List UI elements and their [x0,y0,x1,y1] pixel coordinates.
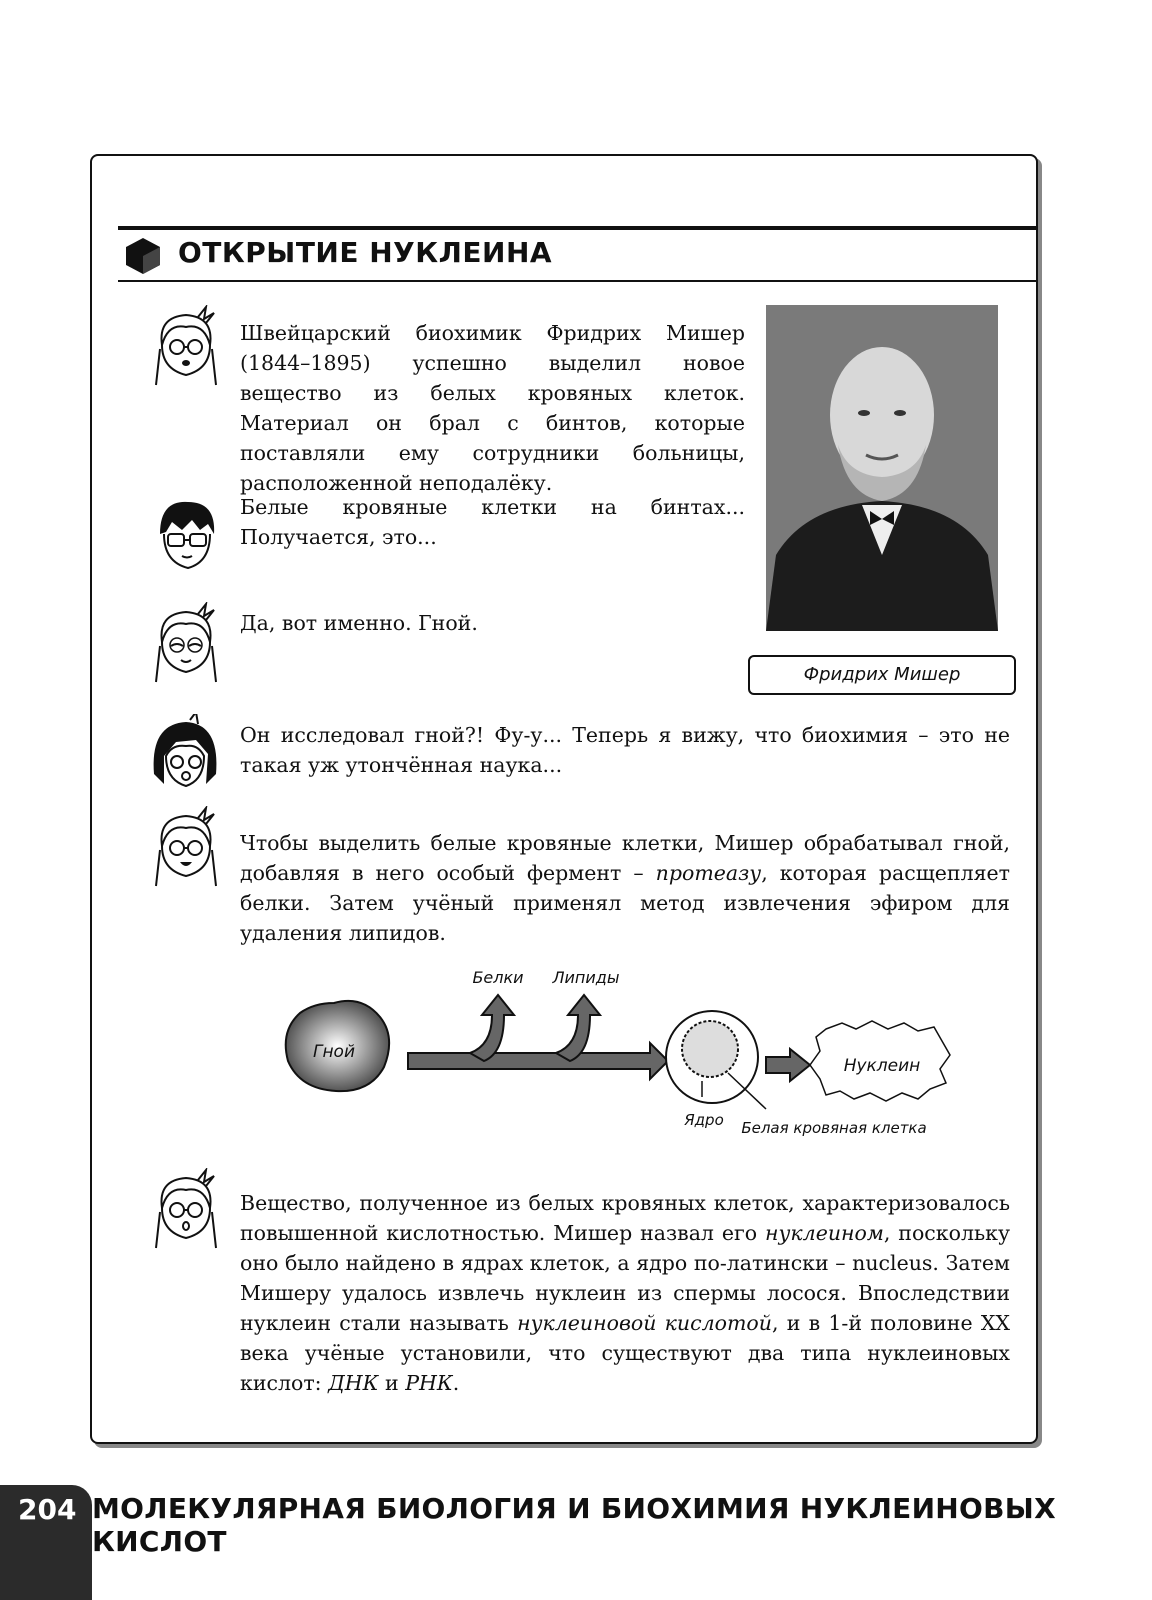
nucleus-label: Ядро [684,1111,724,1129]
girl-glasses-avatar [148,602,226,690]
paragraph-5: Чтобы выделить белые кровяные клетки, Мишер обрабатывал гной, добавляя в него особый фермент – протеазу, которая расщепляет белки. Затем учёный применял метод извлечения эфиром для удаления липидов. [240,831,1010,945]
paragraph-3: Да, вот именно. Гной. [240,611,478,635]
page-number: 204 [18,1493,77,1526]
proteins-label: Белки [472,968,524,987]
lipids-arrow [556,995,600,1061]
nuclein-label: Нуклеин [843,1056,921,1076]
nuclein-arrow [766,1049,810,1081]
page-number-tab [0,1485,92,1600]
paragraph-2: Белые кровяные клетки на бинтах... Получается, это... [240,495,745,549]
pus-label: Гной [312,1042,356,1062]
paragraph-6: Вещество, полученное из белых кровяных клеток, характеризовалось повышенной кислотностью. Мишер назвал его нуклеином, поскольку оно было найдено в ядрах клеток, а ядро по-латински – nucleus. Затем Мишеру удалось извлечь нуклеин из спермы лосося. Впоследствии нуклеин стали называть нуклеиновой кислотой, и в 1-й половине XX века учёные установили, что существуют два типа нуклеиновых кислот: ДНК и РНК. [240,1191,1011,1395]
lipids-label: Липиды [552,968,620,987]
portrait-caption: Фридрих Мишер [748,655,1016,695]
girl-glasses-avatar [148,806,226,894]
hexagon-icon [122,236,164,276]
book-title: МОЛЕКУЛЯРНАЯ БИОЛОГИЯ И БИОХИМИЯ НУКЛЕИНОВЫХ КИСЛОТ [92,1492,1056,1558]
heading-rule-top [118,226,1038,230]
girl-glasses-avatar [148,1168,226,1256]
boy-glasses-avatar [148,496,226,584]
girl-glasses-avatar [148,305,226,393]
portrait-image [766,305,998,631]
main-arrow [408,1043,668,1079]
proteins-arrow [470,995,514,1061]
cell-nucleus [682,1021,738,1077]
section-title: ОТКРЫТИЕ НУКЛЕИНА [178,236,553,269]
white-cell-label: Белая кровяная клетка [741,1119,927,1137]
paragraph-4: Он исследовал гной?! Фу-у... Теперь я вижу, что биохимия – это не такая уж утончённая наука... [240,723,1010,777]
girl-dark-hair-avatar [146,714,224,802]
heading-rule-bottom [118,280,1038,282]
paragraph-1: Швейцарский биохимик Фридрих Мишер (1844–1895) успешно выделил новое вещество из белых кровяных клеток. Материал он брал с бинтов, которые поставляли ему сотрудники больницы, расположенной неподалёку. [240,321,745,495]
nuclein-isolation-diagram [270,965,970,1150]
